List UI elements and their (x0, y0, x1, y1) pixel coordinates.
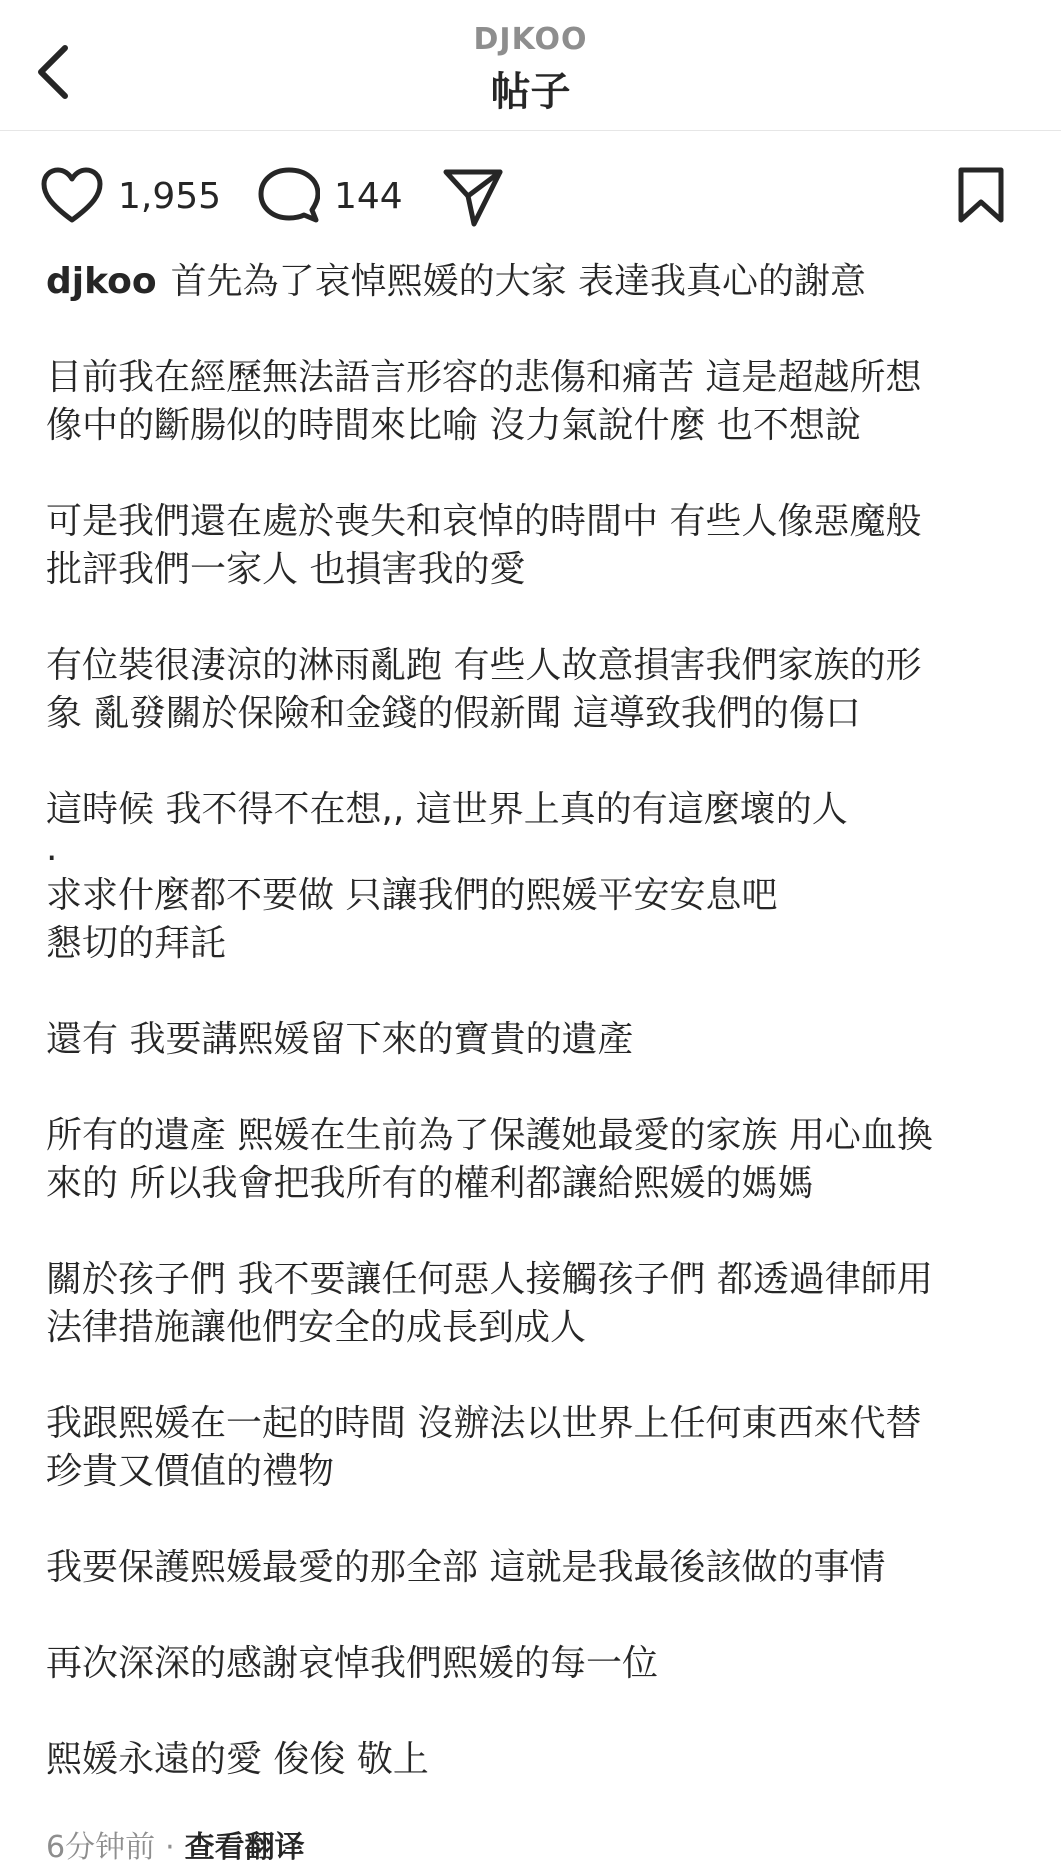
header-username: DJKOO (473, 22, 588, 57)
like-button[interactable] (40, 166, 221, 226)
caption-paragraph: 這時候 我不得不在想,, 這世界上真的有這麼壞的人 (46, 789, 848, 830)
share-button[interactable] (442, 166, 504, 228)
caption-dot: . (46, 828, 58, 869)
post-timestamp: 6分钟前 (46, 1830, 156, 1865)
caption-signature: 熙媛永遠的愛 俊俊 敬上 (46, 1739, 429, 1780)
meta-separator: · (165, 1830, 175, 1865)
caption-paragraph: 可是我們還在處於喪失和哀悼的時間中 有些人像惡魔般 批評我們一家人 也損害我的愛 (46, 501, 922, 590)
like-count: 1,955 (118, 175, 222, 217)
comment-icon (258, 166, 320, 226)
post-meta (46, 1822, 305, 1866)
save-button[interactable] (957, 166, 1005, 224)
caption-paragraph: 再次深深的感謝哀悼我們熙媛的每一位 (46, 1643, 659, 1684)
page-title: 帖子 (490, 69, 571, 115)
bookmark-icon (957, 166, 1005, 224)
post-actions (0, 158, 1061, 238)
caption-paragraph: 有位裝很淒涼的淋雨亂跑 有些人故意損害我們家族的形 象 亂發關於保險和金錢的假新聞 這導致我們的傷口 (46, 645, 922, 734)
caption-paragraph: 目前我在經歷無法語言形容的悲傷和痛苦 這是超越所想 像中的斷腸似的時間來比喻 沒力氣說什麼 也不想說 (46, 357, 922, 446)
see-translation-link[interactable]: 查看翻译 (184, 1830, 305, 1865)
caption-paragraph: 求求什麼都不要做 只讓我們的熙媛平安安息吧 懇切的拜託 (46, 875, 778, 964)
top-bar (0, 0, 1061, 131)
comment-count: 144 (334, 175, 403, 217)
post-caption (46, 258, 1031, 1784)
caption-paragraph: 所有的遺產 熙媛在生前為了保護她最愛的家族 用心血換 來的 所以我會把我所有的權利都讓給熙媛的媽媽 (46, 1115, 933, 1204)
send-icon (442, 166, 504, 228)
caption-paragraph: 我跟熙媛在一起的時間 沒辦法以世界上任何東西來代替 珍貴又價值的禮物 (46, 1403, 922, 1492)
caption-paragraph: 關於孩子們 我不要讓任何惡人接觸孩子們 都透過律師用 法律措施讓他們安全的成長到成人 (46, 1259, 933, 1348)
caption-first-line: 首先為了哀悼熙媛的大家 表達我真心的謝意 (170, 261, 867, 302)
heart-icon (40, 166, 104, 226)
comment-button[interactable] (258, 166, 403, 226)
caption-paragraph: 還有 我要講熙媛留下來的寶貴的遺產 (46, 1019, 634, 1060)
caption-first-paragraph (46, 258, 1031, 306)
caption-username[interactable]: djkoo (46, 261, 157, 302)
caption-paragraph: 我要保護熙媛最愛的那全部 這就是我最後該做的事情 (46, 1547, 886, 1588)
